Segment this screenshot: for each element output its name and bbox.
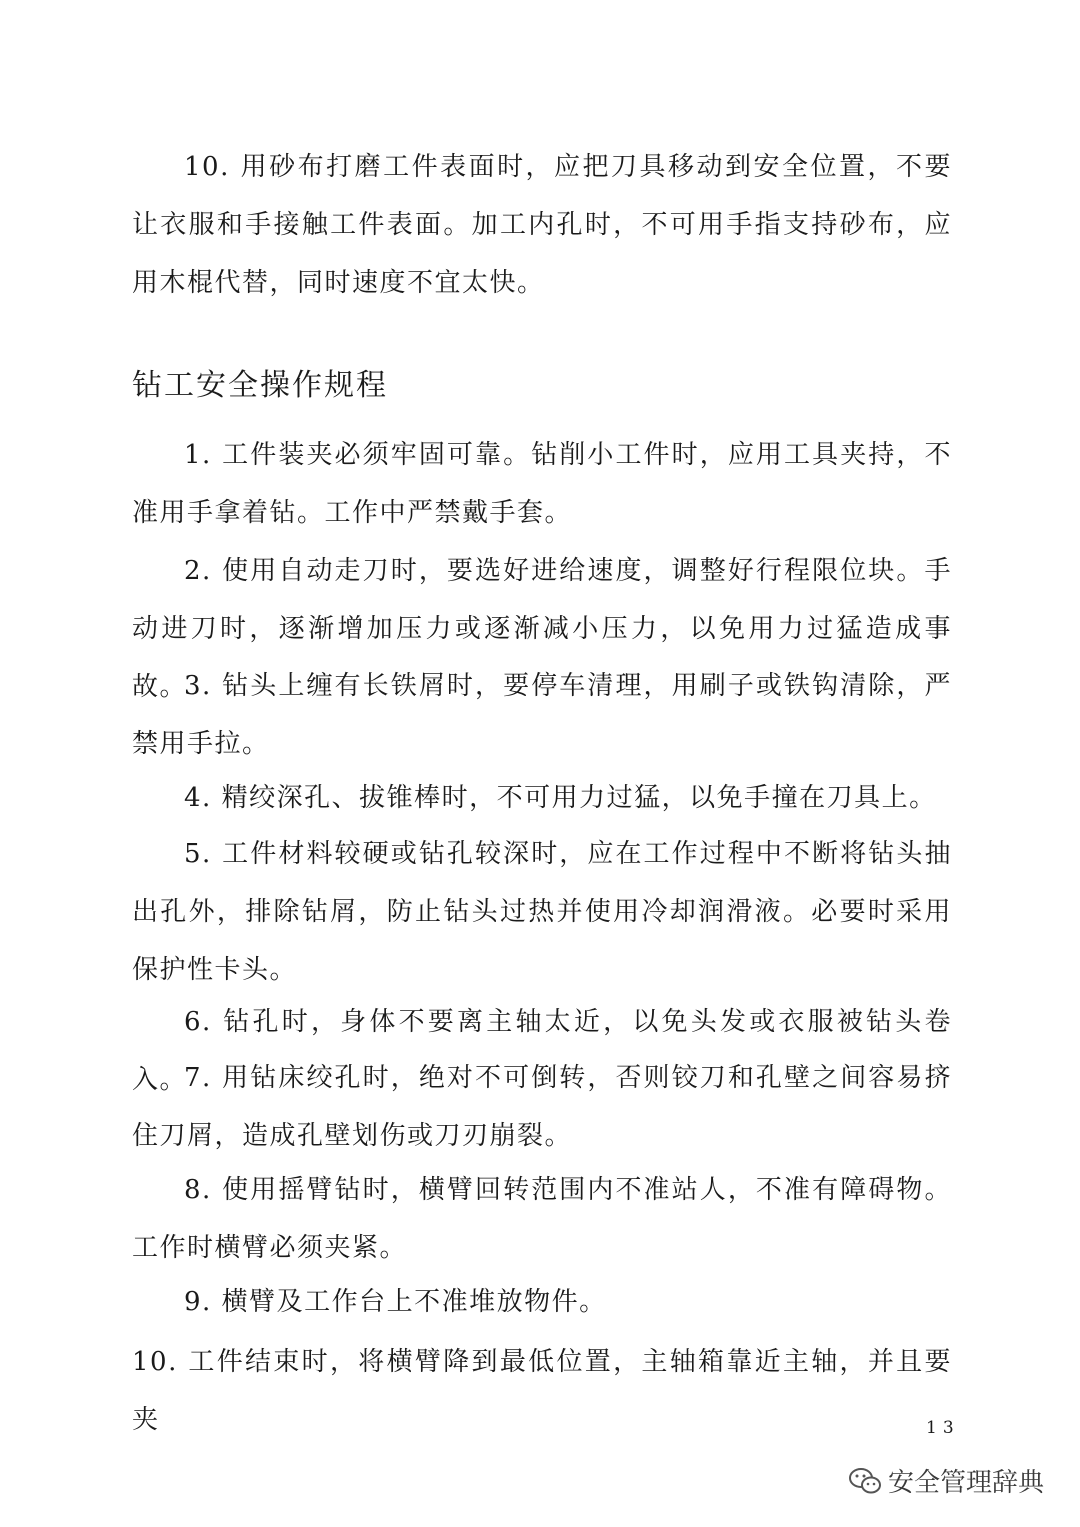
list-item: 1. 工件装夹必须牢固可靠。钻削小工件时，应用工具夹持，不准用手拿着钻。工作中严禁戴手套。 bbox=[132, 440, 952, 528]
paragraph-10-sandpaper: 10. 用砂布打磨工件表面时，应把刀具移动到安全位置，不要让衣服和手接触工件表面。加工内孔时，不可用手指支持砂布，应用木棍代替，同时速度不宜太快。 bbox=[132, 152, 952, 298]
watermark-text: 安全管理辞典 bbox=[888, 1468, 1045, 1498]
list-item: 10. 工件结束时，将横臂降到最低位置，主轴箱靠近主轴，并且要夹 bbox=[132, 1347, 952, 1435]
list-item: 4. 精绞深孔、拔锥棒时，不可用力过猛，以免手撞在刀具上。 bbox=[184, 783, 937, 813]
list-item: 7. 用钻床绞孔时，绝对不可倒转，否则铰刀和孔壁之间容易挤住刀屑，造成孔壁划伤或刀刃崩裂。 bbox=[132, 1063, 952, 1151]
list-item: 6. 钻孔时，身体不要离主轴太近，以免头发或衣服被钻头卷入。 bbox=[132, 1007, 952, 1095]
list-item: 8. 使用摇臂钻时，横臂回转范围内不准站人，不准有障碍物。工作时横臂必须夹紧。 bbox=[132, 1175, 952, 1263]
section-title: 钻工安全操作规程 bbox=[132, 368, 388, 403]
page-number: 13 bbox=[926, 1418, 960, 1438]
list-item: 9. 横臂及工作台上不准堆放物件。 bbox=[184, 1287, 607, 1317]
list-item: 2. 使用自动走刀时，要选好进给速度，调整好行程限位块。手动进刀时，逐渐增加压力或逐渐减小压力，以免用力过猛造成事故。 bbox=[132, 556, 952, 702]
wechat-icon bbox=[848, 1466, 882, 1496]
list-item: 5. 工件材料较硬或钻孔较深时，应在工作过程中不断将钻头抽出孔外，排除钻屑，防止钻头过热并使用冷却润滑液。必要时采用保护性卡头。 bbox=[132, 839, 952, 985]
list-item: 3. 钻头上缠有长铁屑时，要停车清理，用刷子或铁钩清除，严禁用手拉。 bbox=[132, 671, 952, 759]
watermark bbox=[848, 1462, 1044, 1499]
